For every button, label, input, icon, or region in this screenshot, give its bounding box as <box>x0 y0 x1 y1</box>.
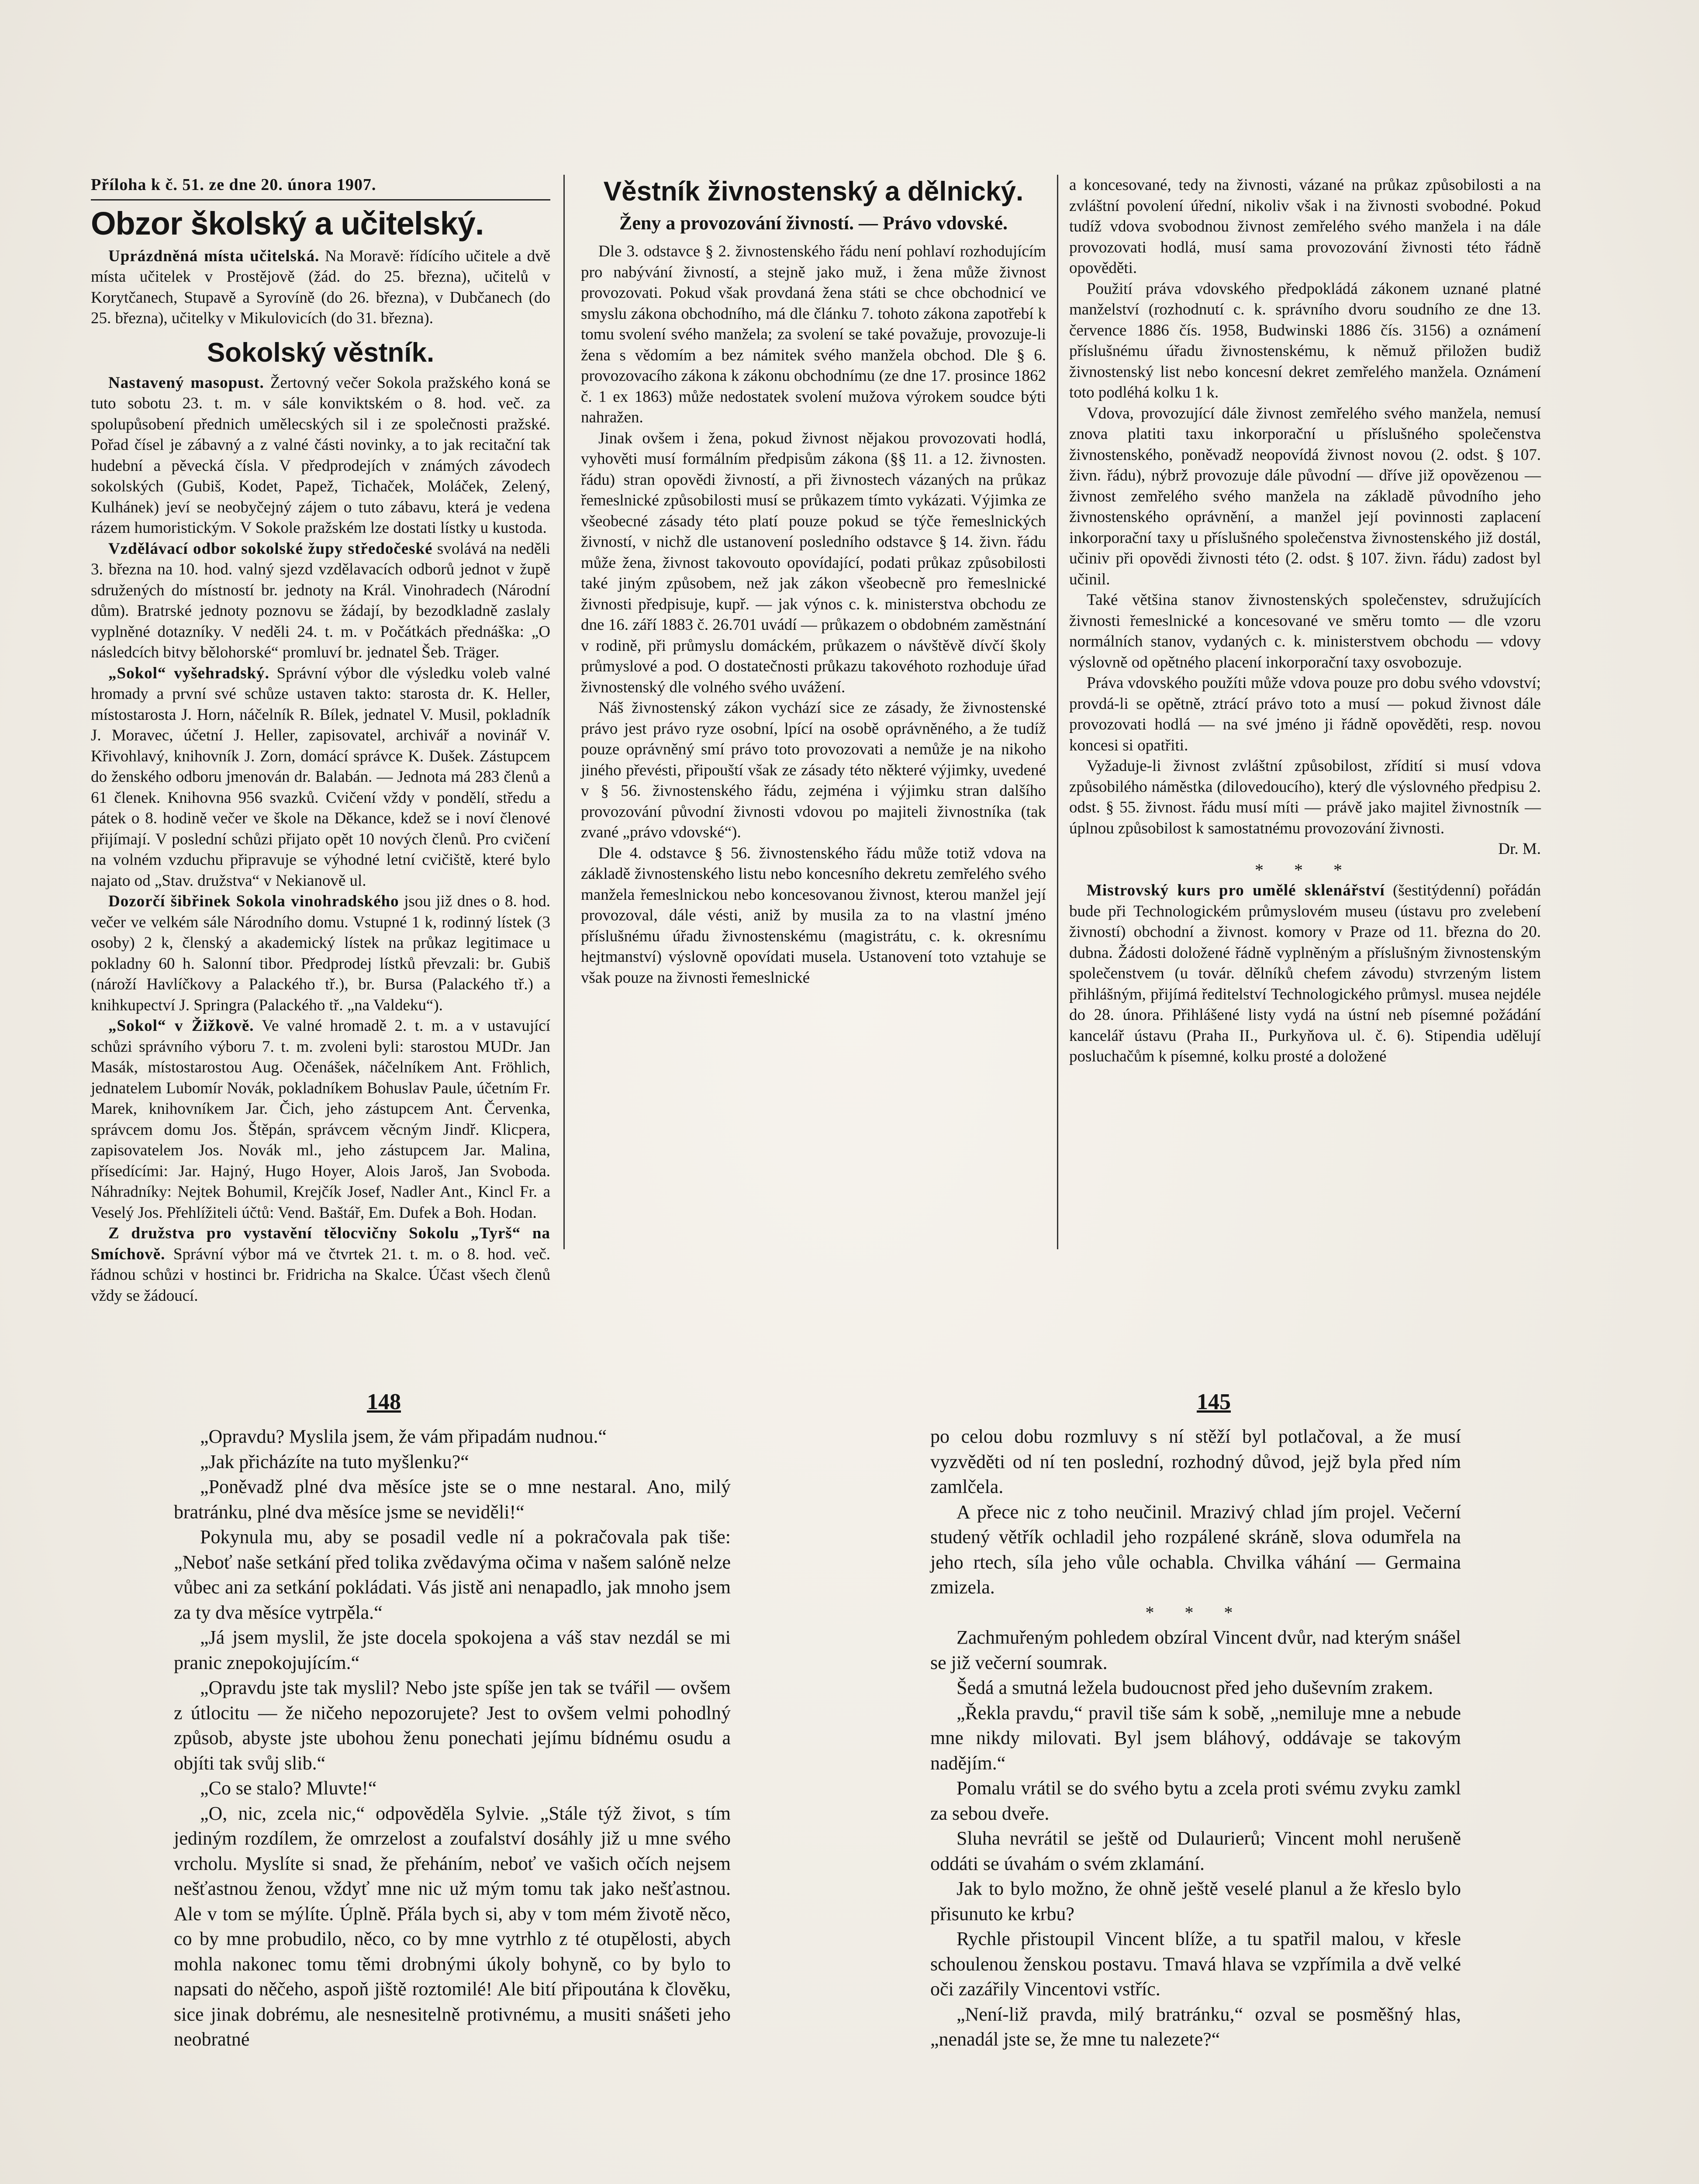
story-paragraph: A přece nic z toho neučinil. Mrazivý chlad jím projel. Večerní studený větřík ochladil jeho rozpálené skráně, slova odumřela na jeho rtech, síla jeho vůle ochabla. Chvilka váhání — Germaina zmizela. <box>930 1501 1461 1598</box>
column-divider <box>563 175 565 1249</box>
article-education-branch: Vzdělávací odbor sokolské župy středočeské svolává na neděli 3. března na 10. hod. valný sjezd vzdělavacích odborů jednot v župě sdružených do místností br. jednoty na Král. Vinohradech (Národní dům). Bratrské jednoty poznovu se žádají, by bezodkladně zaslaly vyplněné dotazníky. V neděli 24. t. m. v Počátkách přednáška: „O následcích bitvy bělohorské“ promluví br. jednatel Šeb. Träger. <box>91 539 550 661</box>
story-paragraph: „Není-liž pravda, milý bratránku,“ ozval se posměšný hlas, „nenadál jste se, že mne tu nalezete?“ <box>930 2003 1461 2050</box>
story-page-right <box>930 1424 1461 2052</box>
article-paragraph: Jinak ovšem i žena, pokud živnost nějakou provozovati hodlá, vyhověti musí formálním předpisům zákona (§§ 11. a 12. živnosten. řádu) stran opovědi živností, a při živnostech vázaných na průkaz řemeslnické způsobilosti musí se průkazem tímto vykázati. Výjimka ze všeobecné zásady této platí pouze pokud se týče řemeslnických živností, v nichž dle ustanovení posledního odstavce § 14. živn. řádu může žena, živnost takovouto opovídající, podati průkaz způsobilosti také jiným způsobem, než jak zákon všeobecně pro řemeslnické živnosti předpisuje, kupř. — jak výnos c. k. ministerstva obchodu ze dne 16. září 1883 č. 26.701 uvádí — průkazem o obdobném zaměstnání v rodině, při průmyslu domáckém, průkazem o návštěvě dívčí školy průmyslové a pod. O dostatečnosti průkazu takovéhoto rozhoduje úřad živnostenský dle volného svého uvážení. <box>581 429 1046 696</box>
article-subtitle-women: Ženy a provozování živností. — Právo vdovské. <box>619 212 1008 234</box>
article-carnival: Nastavený masopust. Žertovný večer Sokola pražského koná se tuto sobotu 23. t. m. v sále konviktském o 8. hod. več. za spolupůsobení přednich umělecských sil i ze společnosti pražské. Pořad čísel je zábavný a z valné části novinky, a to jak recitační tak hudební a pěvecká čísla. V předprodejích v známých závodech sokolských (Gubiš, Kodet, Papež, Tichaček, Moláček, Zelený, Kulhánek) jeví se neobyčejný zájem o tuto zábavu, která je vedena rázem humoristickým. V Sokole pražském lze dostati lístky u kustoda. <box>91 373 550 537</box>
story-paragraph: „Opravdu jste tak myslil? Nebo jste spíše jen tak se tvářil — ovšem z útlocitu — že ničeho nepozorujete? Jest to ovšem velmi pohodlný způsob, abyste jste ubohou ženu ponechati jejímu bídnému osudu a objíti tak svůj slib.“ <box>174 1677 731 1774</box>
story-paragraph: „O, nic, zcela nic,“ odpověděla Sylvie. „Stále týž život, s tím jediným rozdílem, že omrzelost a zoufalství dosáhly již u mne svého vrcholu. Myslíte si snad, že přeháním, neboť ve vašich očích nejsem nešťastnou ženou, vždyť mne nic už mým tomu tak jako nešťastnou. Ale v tom se mýlíte. Úplně. Přála bych si, aby v tom mém životě něco, co by mne probudilo, něco, co by mne vytrhlo z té otupělosti, abych mohla nakonec tomu těmi drobnými úkoly bohyně, co by bylo to napsati do něčeho, aspoň jiště roztomilé! Ale bití připoutána k člověku, sice jinak dobrému, ale nesnesitelně protivnému, a musiti snášeti jeho neobratné <box>174 1802 731 2050</box>
story-paragraph: Rychle přistoupil Vincent blíže, a tu spatřil malou, v křesle schoulenou ženskou postavu. Tmavá hlava se vzpřímila a dvě velké oči zazářily Vincentovi vstříc. <box>930 1928 1461 2000</box>
article-sokol-tyrs: Z družstva pro vystavění tělocvičny Sokolu „Tyrš“ na Smíchově. Správní výbor má ve čtvrtek 21. t. m. o 8. hod. več. řádnou schůzi v hostinci br. Fridricha na Skalce. Účast všech členů vždy se žádoucí. <box>91 1224 550 1305</box>
supplement-header: Příloha k č. 51. ze dne 20. února 1907. <box>91 175 550 200</box>
column-trade-news-continued <box>1069 175 1541 1067</box>
article-teacher-vacancies: Uprázdněná místa učitelská. Na Moravě: řídícího učitele a dvě místa učitelek v Prostějově (žád. do 25. března), učitelů v Korytčanech, Stupavě a Syrovíně (do 26. března), v Dubčanech (do 25. března), učitelky v Mikulovicích (do 31. března). <box>91 247 550 327</box>
column-school-and-sokol <box>91 175 550 1306</box>
story-paragraph: „Já jsem myslil, že jste docela spokojena a váš stav nezdál se mi pranic znepokojujícím.“ <box>174 1627 731 1673</box>
article-paragraph: Dle 3. odstavce § 2. živnostenského řádu není pohlaví rozhodujícím pro nabývání živností, a stejně jako muž, i žena může živnost provozovati. Pokud však provdaná žena státi se chce obchodnicí ve smyslu zákona obchodního, má dle článku 7. tohoto zákona zapotřebí k tomu svolení svého manžela; za svolení se také považuje, provozuje-li žena s vědomím a bez námitek svého manžela obchod. Dle § 6. provozovacího zákona k zákonu obchodnímu (ze dne 17. prosince 1862 č. 1 ex 1863) může nedostatek svolení mužova výrokem soudce býti nahražen. <box>581 242 1046 426</box>
section-title-trade: Věstník živnostenský a dělnický. <box>603 176 1024 207</box>
article-paragraph: Práva vdovského použíti může vdova pouze pro dobu svého vdovství; provdá-li se opětně, ztrácí právo toto a musí — pokud živnost dále provozovati hodlá — na své jméno ji řádně opověděti, resp. novou koncesi si opatřiti. <box>1069 674 1541 754</box>
story-paragraph: Jak to bylo možno, že ohně ještě veselé planul a že křeslo bylo přisunuto ke krbu? <box>930 1878 1461 1925</box>
story-paragraph: Pomalu vrátil se do svého bytu a zcela proti svému zvyku zamkl za sebou dveře. <box>930 1777 1461 1824</box>
article-paragraph: a koncesované, tedy na živnosti, vázané na průkaz způsobilosti a na zvláštní povolení úřední, nikoliv však i na živnosti svobodné. Pokud tudíž vdova svobodnou živnost zemřelého svého manžela i na dále provozovati hodlá, musí sama provozování živnosti této řádně opověděti. <box>1069 176 1541 277</box>
article-paragraph: Náš živnostenský zákon vychází sice ze zásady, že živnostenské právo jest právo ryze osobní, lpící na osobě oprávněného, a že tudíž pouze oprávněný smí právo toto provozovati a nemůže je na nikoho jiného převésti, připouští však ze zásady této některé výjimky, uvedené v § 56. živnostenského řádu, zejména i výjimku stran dalšího provozování původní živnosti vdovou po majiteli živnostníka (tak zvané „právo vdovské“). <box>581 699 1046 841</box>
section-title-school: Obzor školský a učitelský. <box>91 205 484 242</box>
story-paragraph: Sluha nevrátil se ještě od Dulaurierů; Vincent mohl nerušeně oddáti se úvahám o svém zklamání. <box>930 1828 1461 1874</box>
section-title-sokol: Sokolský věstník. <box>207 337 435 368</box>
story-paragraph: „Opravdu? Myslila jsem, že vám připadám nudnou.“ <box>200 1426 607 1447</box>
story-paragraph: „Jak přicházíte na tuto myšlenku?“ <box>200 1451 469 1472</box>
article-glazier-course: Mistrovský kurs pro umělé sklenářství (šestitýdenní) pořádán bude při Technologickém průmyslovém museu (ústavu pro zvelebení živností) obchodní a živnost. komory v Praze od 11. března do 20. dubna. Žádosti doložené řádně vyplněným a příslušným živnostenským společenstvem (u továr. dělníků chefem závodu) stvrzeným listem přihlášným, přijímá ředitelství Technologického průmysl. musea nejdéle do 28. února. Přihlášené listy vydá na ústní neb písemné požádání kancelář ústavu (Praha II., Purkyňova ul. č. 6). Stipendia udělují posluchačům k písemné, kolku prosté a doložené <box>1069 881 1541 1065</box>
story-paragraph: Zachmuřeným pohledem obzíral Vincent dvůr, nad kterým snášel se již večerní soumrak. <box>930 1627 1461 1673</box>
article-paragraph: Vyžaduje-li živnost zvláštní způsobilost, zřídití si musí vdova způsobilého náměstka (dilovedoucího), který dle výslovného předpisu 2. odst. § 55. živnost. řádu musí míti — právě jako majitel živnostník — úplnou způsobilost k samostatnému provozování živnosti. <box>1069 757 1541 837</box>
article-sokol-vinohrady: Dozorčí šibřinek Sokola vinohradského jsou již dnes o 8. hod. večer ve velkém sále Národního domu. Vstupné 1 k, rodinný lístek (3 osoby) 2 k, členský a akademický lístek na průkaz legitimace u pokladny 60 h. Salonní tibor. Předprodej lístků převzali: br. Gubiš (nároží Havlíčkovy a Palackého tř.), br. Bursa (Palackého tř.) a knihkupectví J. Springra (Palackého tř. „na Valdeku“). <box>91 892 550 1014</box>
story-paragraph: Pokynula mu, aby se posadil vedle ní a pokračovala pak tiše: „Neboť naše setkání před tolika zvědavýma očima v našem salóně nelze vůbec ani za setkání pokládati. Vás jistě ani nenapadlo, jak mnoho jsem za ty dva měsíce vytrpěla.“ <box>174 1526 731 1623</box>
page-number-left: 148 <box>367 1389 401 1414</box>
story-paragraph: „Co se stalo? Mluvte!“ <box>200 1777 377 1799</box>
column-trade-news <box>581 175 1046 988</box>
story-paragraph: „Řekla pravdu,“ pravil tiše sám k sobě, „nemiluje mne a nebude mne nikdy milovati. Byl jsem bláhový, oddávaje se takovým nadějím.“ <box>930 1702 1461 1774</box>
page-number-right: 145 <box>1197 1389 1231 1414</box>
story-paragraph: „Poněvadž plné dva měsíce jste se o mne nestaral. Ano, milý bratránku, plné dva měsíce jsme se neviděli!“ <box>174 1476 731 1523</box>
article-paragraph: Použití práva vdovského předpokládá zákonem uznané platné manželství (rozhodnutí c. k. správního dvoru soudního ze dne 13. července 1886 čís. 1958, Budwinski 1886 čís. 3156) a oznámení příslušnému úřadu živnostenskému, k němuž přiložen budiž živnostenský list nebo koncesní dekret zemřelého manžela. Oznámení toto podléhá kolku 1 k. <box>1069 280 1541 401</box>
section-ornament: * * * <box>1255 860 1355 880</box>
story-paragraph: po celou dobu rozmluvy s ní stěží byl potlačoval, a že musí vyzvěděti od ní ten poslední, rozhodný důvod, jejž byla před ním zamlčela. <box>930 1426 1461 1497</box>
article-paragraph: Také většina stanov živnostenských společenstev, sdružujících živnosti řemeslnické a koncesované ve směru tomto — dle vzoru normálních stanov, vydaných c. k. ministerstvem obchodu — vdovy výslovně od opětného placení inkorporační taxy osvobozuje. <box>1069 591 1541 671</box>
story-page-left <box>174 1424 731 2052</box>
column-divider <box>1057 175 1058 1249</box>
article-sokol-zizkov: „Sokol“ v Žižkově. Ve valné hromadě 2. t. m. a v ustavující schůzi správního výboru 7. t. m. zvoleni byli: starostou MUDr. Jan Masák, místostarostou Aug. Očenášek, náčelníkem Ant. Fröhlich, jednatelem Lubomír Novák, pokladníkem Bohuslav Paule, účetním Fr. Marek, knihovníkem Jar. Čich, jeho zástupcem Ant. Červenka, správcem domu Jos. Štěpán, správcem věcným Jindř. Klicpera, zapisovatelem Jos. Novák ml., jeho zástupcem Jar. Malina, přísedícími: Jar. Hajný, Hugo Hoyer, Alois Jaroš, Jan Svoboda. Náhradníky: Nejtek Bohumil, Krejčík Josef, Nadler Ant., Kincl Fr. a Veselý Jos. Přehlížiteli účtů: Vend. Baštář, Em. Dufek a Boh. Hodan. <box>91 1017 550 1222</box>
story-ornament: * * * <box>1145 1602 1246 1622</box>
article-paragraph: Dle 4. odstavce § 56. živnostenského řádu může totiž vdova na základě živnostenského listu nebo koncesního dekretu zemřelého svého manžela řemeslnickou nebo koncesovanou živnost, kterou manžel její provozoval, dále vésti, aniž by musila za to na vlastní jméno příslušnému úřadu živnostenskému (magistrátu, c. k. okresnímu hejtmanství) výslovně opovídati musela. Ustanovení toto vztahuje se však pouze na živnosti řemeslnické <box>581 844 1046 987</box>
article-sokol-vysehrad: „Sokol“ vyšehradský. Správní výbor dle výsledku voleb valné hromady a první své schůze ustaven takto: starosta dr. K. Heller, místostarosta J. Horn, náčelník R. Bílek, jednatel V. Musil, pokladník J. Moravec, účetní J. Heller, zapisovatel, archivář a novinář V. Křivohlavý, knihovník J. Zorn, domácí správce K. Dušek. Zástupcem do ženského odboru jmenován dr. Balabán. — Jednota má 283 členů a 61 členek. Knihovna 956 svazků. Cvičení vždy v pondělí, středu a pátek o 8. hodině večer ve škole na Děkance, kdež se i noví členové přijímají. V poslední schůzi přijato opět 10 nových členů. Pro cvičení na volném vzduchu připravuje se výhodné letní cvičiště, které bylo najato od „Stav. družstva“ v Nekianově ul. <box>91 664 551 890</box>
article-paragraph: Vdova, provozující dále živnost zemřelého svého manžela, nemusí znova platiti taxu inkorporační u příslušného společenstva živnostenského, poněvadž neopovídá živnost novou (2. odst. § 107. živn. řádu), nýbrž provozuje dále původní — dříve již opovězenou — živnost zemřelého svého manžela na základě původního jeho živnostenského oprávnění, a manžel její povinnosti zaplacení inkorporační taxy u příslušného společenstva živnostenského již dostál, učiniv při opovědi živnosti této (2. odst. § 107. živn. řádu) zadost byl učinil. <box>1069 404 1541 588</box>
author-signature: Dr. M. <box>1498 840 1541 858</box>
story-paragraph: Šedá a smutná ležela budoucnost před jeho duševním zrakem. <box>957 1677 1433 1698</box>
